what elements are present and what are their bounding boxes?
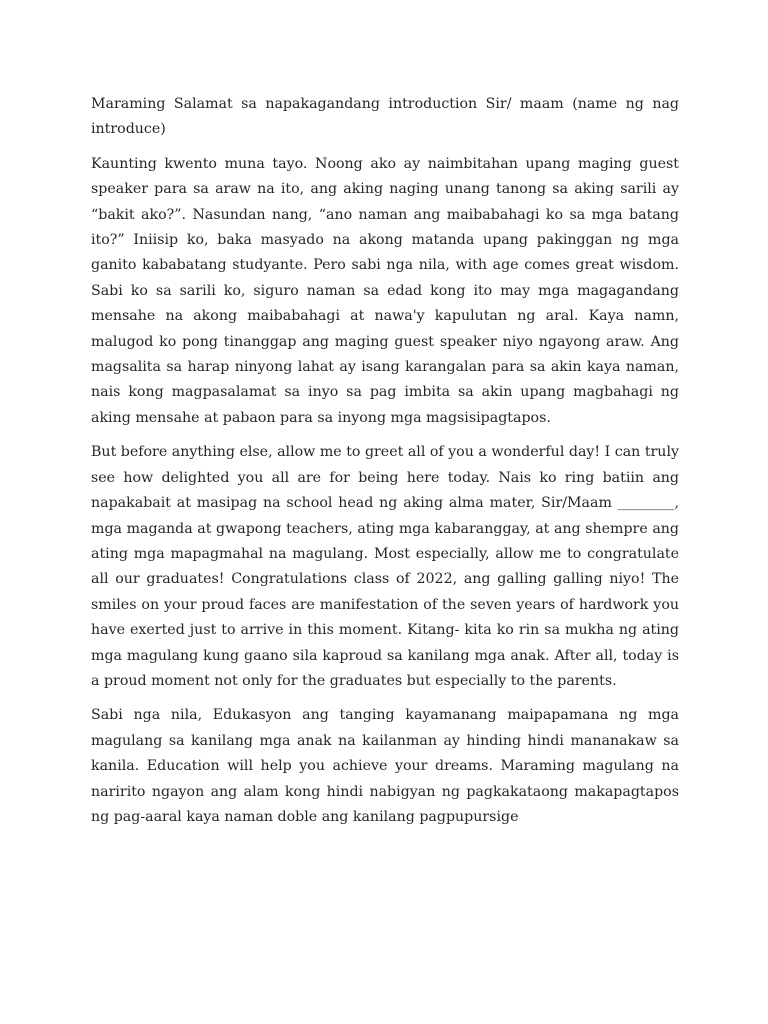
paragraph-greetings: But before anything else, allow me to greet all of you a wonderful day! I can truly see how delighted you all are for being here today. Nais ko ring batiin ang napakabait at masipag na school head ng aking alma mater, Sir/Maam ________, mga maganda at gwapong teachers, ating mga kabaranggay, at ang shempre ang ating mga mapagmahal na magulang. Most especially, allow me to congratulate all our graduates! Congratulations class of 2022, ang galling galling niyo! The smiles on your proud faces are manifestation of the seven years of hardwork you have exerted just to arrive in this moment. Kitang- kita ko rin sa mukha ng ating mga magulang kung gaano sila kaproud sa kanilang mga anak. After all, today is a proud moment not only for the graduates but especially to the parents. (91, 444, 679, 689)
paragraph-story: Kaunting kwento muna tayo. Noong ako ay naimbitahan upang maging guest speaker para sa araw na ito, ang aking naging unang tanong sa aking sarili ay “bakit ako?”. Nasundan nang, “ano naman ang maibabahagi ko sa mga batang ito?” Iniisip ko, baka masyado na akong matanda upang pakinggan ng mga ganito kababatang studyante. Pero sabi nga nila, with age comes great wisdom. Sabi ko sa sarili ko, siguro naman sa edad kong ito may mga magagandang mensahe na akong maibabahagi at nawa'y kapulutan ng aral. Kaya namn, malugod ko pong tinanggap ang maging guest speaker niyo ngayong araw. Ang magsalita sa harap ninyong lahat ay isang karangalan para sa akin kaya naman, nais kong magpasalamat sa inyo sa pag imbita sa akin upang magbahagi ng aking mensahe at pabaon para sa inyong mga magsisipagtapos. (91, 155, 679, 426)
paragraph-introduction-thanks: Maraming Salamat sa napakagandang introduction Sir/ maam (name ng nag introduce) (91, 96, 679, 138)
speech-text (91, 92, 679, 839)
paragraph-education: Sabi nga nila, Edukasyon ang tanging kayamanang maipapamana ng mga magulang sa kanilang mga anak na kailanman ay hinding hindi mananakaw sa kanila. Education will help you achieve your dreams. Maraming magulang na naririto ngayon ang alam kong hindi nabigyan ng pagkakataong makapagtapos ng pag-aaral kaya naman doble ang kanilang pagpupursige (91, 707, 679, 825)
